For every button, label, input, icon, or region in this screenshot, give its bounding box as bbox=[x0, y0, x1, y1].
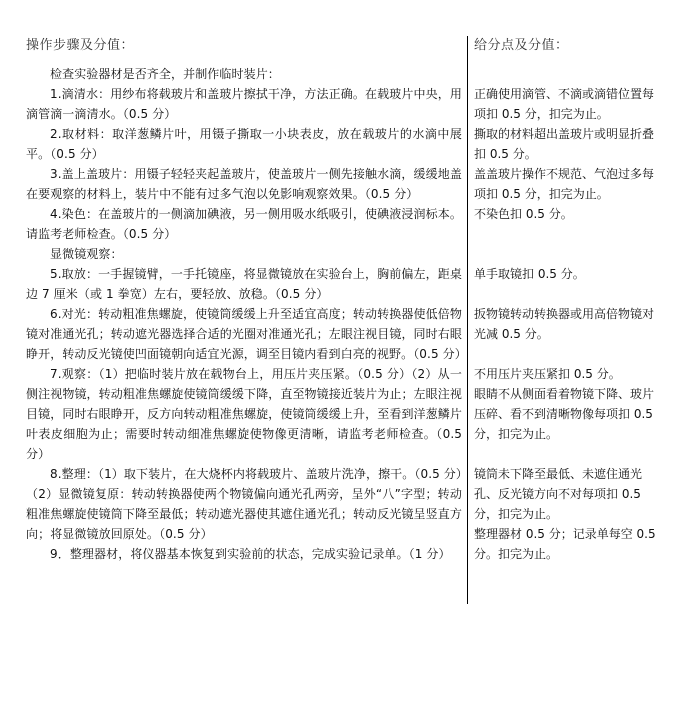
spacer bbox=[474, 224, 664, 244]
scoring-item-7: 不用压片夹压紧扣 0.5 分。 bbox=[474, 367, 621, 381]
spacer bbox=[474, 344, 664, 364]
scoring-item-3: 盖盖玻片操作不规范、气泡过多每项扣 0.5 分，扣完为止。 bbox=[474, 167, 655, 201]
scoring-item-8: 眼睛不从侧面看着物镜下降、玻片压碎、看不到清晰物像每项扣 0.5 分，扣完为止。 bbox=[474, 387, 655, 441]
scoring-item-5: 单手取镜扣 0.5 分。 bbox=[474, 267, 585, 281]
spacer bbox=[474, 284, 664, 304]
scoring-heading: 给分点及分值： bbox=[474, 38, 569, 53]
procedure-step-2: 2.取材料：取洋葱鳞片叶，用镊子撕取一小块表皮，放在载玻片的水滴中展平。（0.5 分） bbox=[26, 127, 462, 161]
procedure-step-4: 4.染色：在盖玻片的一侧滴加碘液，另一侧用吸水纸吸引，使碘液浸润标本。请监考老师检查。（0.5 分） bbox=[26, 207, 462, 241]
procedure-step-1: 1.滴清水：用纱布将载玻片和盖玻片擦拭干净，方法正确。在载玻片中央，用滴管滴一滴清水。（0.5 分） bbox=[26, 87, 462, 121]
scoring-item-2: 撕取的材料超出盖玻片或明显折叠扣 0.5 分。 bbox=[474, 127, 655, 161]
scoring-item-10: 整理器材 0.5 分；记录单每空 0.5 分。扣完为止。 bbox=[474, 527, 656, 561]
procedure-step-8: 8.整理：（1）取下装片，在大烧杯内将载玻片、盖玻片洗净，擦干。（0.5 分）（2）显微镜复原：转动转换器使两个物镜偏向通光孔两旁，呈外“八”字型；转动粗准焦螺旋使镜筒下降至最低；转动遮光器使其遮住通光孔；转动反光镜呈竖直方向；将显微镜放回原处。（0.5 分） bbox=[26, 467, 462, 541]
scoring-item-9: 镜筒未下降至最低、未遮住通光孔、反光镜方向不对每项扣 0.5 分，扣完为止。 bbox=[474, 467, 643, 521]
procedure-column bbox=[26, 36, 467, 564]
procedure-step-3: 3.盖上盖玻片：用镊子轻轻夹起盖玻片，使盖玻片一侧先接触水滴，缓缓地盖在要观察的材料上，装片中不能有过多气泡以免影响观察效果。（0.5 分） bbox=[26, 167, 462, 201]
procedure-intro: 检查实验器材是否齐全，并制作临时装片： bbox=[50, 67, 280, 81]
scoring-item-6: 扳物镜转动转换器或用高倍物镜对光减 0.5 分。 bbox=[474, 307, 655, 341]
procedure-heading: 操作步骤及分值： bbox=[26, 38, 135, 53]
procedure-step-5: 5.取放：一手握镜臂，一手托镜座，将显微镜放在实验台上，胸前偏左，距桌边 7 厘米（或 1 拳宽）左右，要轻放、放稳。（0.5 分） bbox=[26, 267, 462, 301]
spacer bbox=[474, 64, 664, 84]
spacer bbox=[474, 444, 664, 464]
microscope-section-heading: 显微镜观察： bbox=[50, 247, 123, 261]
column-divider bbox=[467, 36, 468, 604]
procedure-step-6: 6.对光：转动粗准焦螺旋，使镜筒缓缓上升至适宜高度；转动转换器使低倍物镜对准通光孔；转动遮光器选择合适的光圈对准通光孔；左眼注视目镜，同时右眼睁开，转动反光镜使凹面镜朝向适宜光源，调至目镜内看到白亮的视野。（0.5 分） bbox=[26, 307, 467, 361]
scoring-column bbox=[474, 36, 664, 564]
scoring-item-4: 不染色扣 0.5 分。 bbox=[474, 207, 573, 221]
scoring-item-1: 正确使用滴管、不滴或滴错位置每项扣 0.5 分，扣完为止。 bbox=[474, 87, 655, 121]
procedure-step-9: 9．整理器材，将仪器基本恢复到实验前的状态，完成实验记录单。（1 分） bbox=[50, 547, 451, 561]
spacer bbox=[474, 244, 664, 264]
procedure-step-7: 7.观察：（1）把临时装片放在载物台上，用压片夹压紧。（0.5 分）（2）从一侧注视物镜，转动粗准焦螺旋使镜筒缓缓下降，直至物镜接近装片为止；左眼注视目镜，同时右眼睁开，反方向转动粗准焦螺旋，使镜筒缓缓上升，至看到洋葱鳞片叶表皮细胞为止；需要时转动细准焦螺旋使物像更清晰，请监考老师检查。（0.5 分） bbox=[26, 367, 462, 461]
